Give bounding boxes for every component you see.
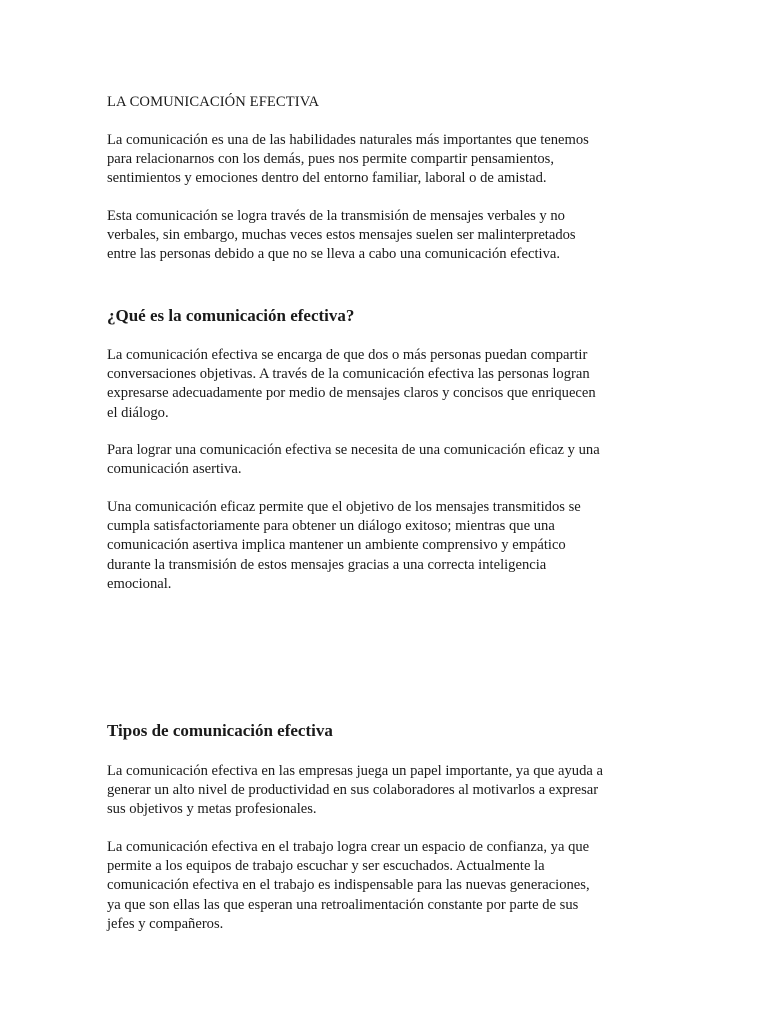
document-title: LA COMUNICACIÓN EFECTIVA	[107, 94, 320, 110]
section-heading-types: Tipos de comunicación efectiva	[107, 721, 333, 740]
intro-paragraph-1: La comunicación es una de las habilidades naturales más importantes que tenemos para relacionarnos con los demás, pues nos permite compartir pensamientos, sentimientos y emociones dentro del entorno familiar, laboral o de amistad.	[107, 132, 589, 187]
section2-paragraph-2: La comunicación efectiva en el trabajo logra crear un espacio de confianza, ya que permite a los equipos de trabajo escuchar y ser escuchados. Actualmente la comunicación efectiva en el trabajo es indispensable para las nuevas generaciones, ya que son ellas las que esperan una retroalimentación constante por parte de sus jefes y compañeros.	[107, 839, 590, 932]
section1-paragraph-2: Para lograr una comunicación efectiva se necesita de una comunicación eficaz y una comunicación asertiva.	[107, 442, 600, 478]
section2-paragraph-1: La comunicación efectiva en las empresas juega un papel importante, ya que ayuda a generar un alto nivel de productividad en sus colaboradores al motivarlos a expresar sus objetivos y metas profesionales.	[107, 763, 603, 818]
intro-paragraph-2: Esta comunicación se logra través de la transmisión de mensajes verbales y no verbales, sin embargo, muchas veces estos mensajes suelen ser malinterpretados entre las personas debido a que no se lleva a cabo una comunicación efectiva.	[107, 208, 576, 263]
section-heading-what-is: ¿Qué es la comunicación efectiva?	[107, 306, 355, 325]
section1-paragraph-3: Una comunicación eficaz permite que el objetivo de los mensajes transmitidos se cumpla satisfactoriamente para obtener un diálogo exitoso; mientras que una comunicación asertiva implica mantener un ambiente comprensivo y empático durante la transmisión de estos mensajes gracias a una correcta inteligencia emocional.	[107, 499, 581, 592]
section1-paragraph-1: La comunicación efectiva se encarga de que dos o más personas puedan compartir conversaciones objetivas. A través de la comunicación efectiva las personas logran expresarse adecuadamente por medio de mensajes claros y concisos que enriquecen el diálogo.	[107, 347, 596, 421]
